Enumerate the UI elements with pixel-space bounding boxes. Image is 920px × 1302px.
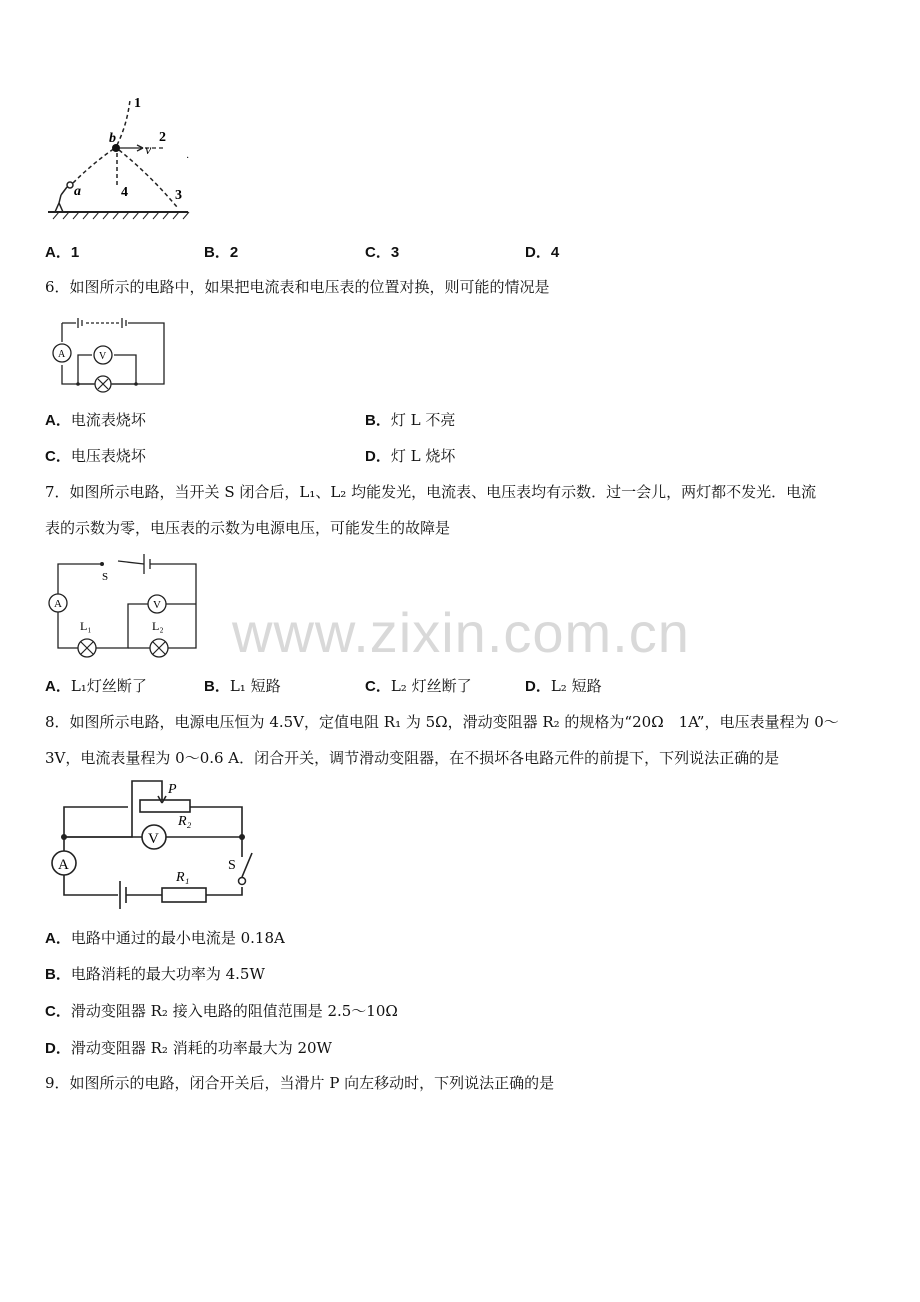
q7-circuit (44, 552, 204, 662)
q8-option-b[interactable]: B．电路消耗的最大功率为 4.5W (45, 965, 265, 983)
q5-option-c[interactable]: C．3 (365, 244, 400, 261)
q7-option-b[interactable]: B．L₁ 短路 (204, 677, 281, 695)
label-4: 4 (121, 185, 128, 200)
q7-lamp-l2-label: L₂ (152, 619, 164, 633)
q8-switch-contact (239, 878, 246, 885)
q8-r2-label: R₂ (178, 814, 192, 829)
q5-option-b[interactable]: B．2 (204, 244, 239, 261)
path-1 (117, 100, 130, 145)
q7-voltmeter-label: V (153, 599, 161, 611)
ammeter-label: A (58, 349, 66, 360)
q7-lamp-l1-label: L₁ (80, 619, 92, 633)
arc-a-to-b (73, 148, 115, 183)
label-b: b (109, 131, 116, 146)
thrower-figure (55, 187, 67, 212)
svg-text:·: · (186, 153, 190, 164)
q7-switch-label: S (102, 571, 109, 583)
q8-stem-line1: 8．如图所示电路，电源电压恒为 4.5V，定值电阻 R₁ 为 5Ω，滑动变阻器 R₂ 的规格为“20Ω 1A”，电压表量程为 0～ (45, 713, 839, 731)
label-2: 2 (159, 130, 166, 145)
q8-resistor-r1 (162, 888, 206, 902)
ball-a (67, 182, 73, 188)
q6-option-b[interactable]: B．灯 L 不亮 (365, 411, 456, 429)
q6-option-d[interactable]: D．灯 L 烧坏 (365, 447, 456, 465)
q7-stem-line2: 表的示数为零，电压表的示数为电源电压，可能发生的故障是 (45, 519, 451, 537)
voltmeter-label: V (99, 351, 107, 362)
label-3: 3 (175, 188, 182, 203)
q8-slider-label: P (168, 782, 177, 797)
q7-option-d[interactable]: D．L₂ 短路 (525, 677, 602, 695)
label-1: 1 (134, 96, 141, 111)
q9-stem: 9．如图所示的电路，闭合开关后，当滑片 P 向左移动时，下列说法正确的是 (45, 1074, 555, 1092)
q6-stem: 6．如图所示的电路中，如果把电流表和电压表的位置对换，则可能的情况是 (45, 278, 550, 296)
q8-option-d[interactable]: D．滑动变阻器 R₂ 消耗的功率最大为 20W (45, 1039, 332, 1057)
q7-stem-line1: 7．如图所示电路，当开关 S 闭合后，L₁、L₂ 均能发光，电流表、电压表均有示数．过一会儿，两灯都不发光．电流 (45, 483, 817, 501)
q8-circuit (44, 777, 264, 917)
q6-option-a[interactable]: A．电流表烧坏 (45, 411, 146, 429)
q5-trajectory-figure (45, 95, 195, 220)
q8-switch-label: S (228, 858, 236, 873)
q7-ammeter-label: A (54, 598, 62, 610)
q7-option-c[interactable]: C．L₂ 灯丝断了 (365, 677, 472, 695)
watermark: www.zixin.com.cn (232, 601, 690, 664)
q5-option-d[interactable]: D．4 (525, 244, 560, 261)
q8-option-a[interactable]: A．电路中通过的最小电流是 0.18A (45, 929, 285, 947)
q7-option-a[interactable]: A．L₁灯丝断了 (45, 677, 147, 695)
q5-option-a[interactable]: A．1 (45, 244, 80, 261)
q8-r1-label: R₁ (176, 870, 190, 885)
q8-ammeter-label: A (58, 857, 69, 873)
q8-stem-line2: 3V，电流表量程为 0～0.6 A．闭合开关，调节滑动变阻器，在不损坏各电路元件的前提下，下列说法正确的是 (45, 749, 780, 767)
q8-voltmeter-label: V (148, 831, 159, 847)
label-v: v (145, 143, 152, 158)
q6-circuit (48, 318, 168, 388)
ground-hatching (53, 212, 189, 219)
label-a: a (74, 184, 81, 199)
q8-rheostat-r2 (140, 800, 190, 812)
q8-option-c[interactable]: C．滑动变阻器 R₂ 接入电路的阻值范围是 2.5～10Ω (45, 1002, 398, 1020)
q6-option-c[interactable]: C．电压表烧坏 (45, 447, 146, 465)
